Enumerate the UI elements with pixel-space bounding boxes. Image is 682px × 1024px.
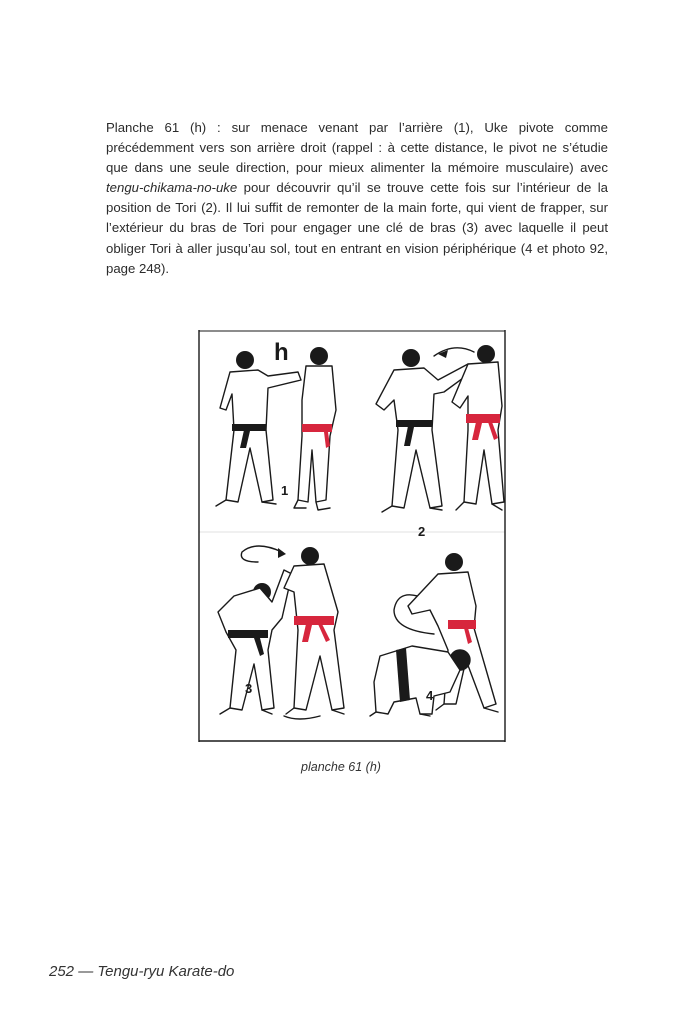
body-paragraph — [106, 118, 608, 279]
panel-number-4: 4 — [426, 688, 434, 703]
panel-number-1: 1 — [281, 483, 289, 498]
panel-number-2: 2 — [418, 524, 426, 539]
paragraph-text-end: pour découvrir qu’il se trouve cette fois sur l’intérieur de la position de Tori (2). Il lui suffit de remonter de la main forte, qui vient de frapper, sur l’extérieur du bras de Tori pour engager une clé de bras (3) avec laquelle il peut obliger Tori à aller jusqu’au sol, tout en entrant en vision périphérique (4 et photo 92, page 248). — [106, 180, 608, 276]
page-footer: 252 — Tengu-ryu Karate-do — [49, 963, 235, 980]
panel-4-figures — [370, 553, 498, 716]
technique-term: tengu-chikama-no-uke — [106, 180, 238, 196]
panel-2-figures — [376, 345, 504, 539]
panel-3-figures — [218, 546, 344, 719]
paragraph-text-start: Planche 61 (h) : sur menace venant par l’arrière (1), Uke pivote comme précédemment vers son arrière droit (rappel : à cette distance, le pivot ne s’étudie que dans une seule direction, pour mieux alimenter la mémoire musculaire) avec — [106, 120, 608, 176]
figure-caption: planche 61 (h) — [301, 760, 381, 774]
illustration-plate — [198, 330, 506, 742]
panel-number-3: 3 — [245, 681, 253, 696]
panel-1-figures — [216, 347, 336, 510]
plate-letter: h — [274, 339, 289, 366]
